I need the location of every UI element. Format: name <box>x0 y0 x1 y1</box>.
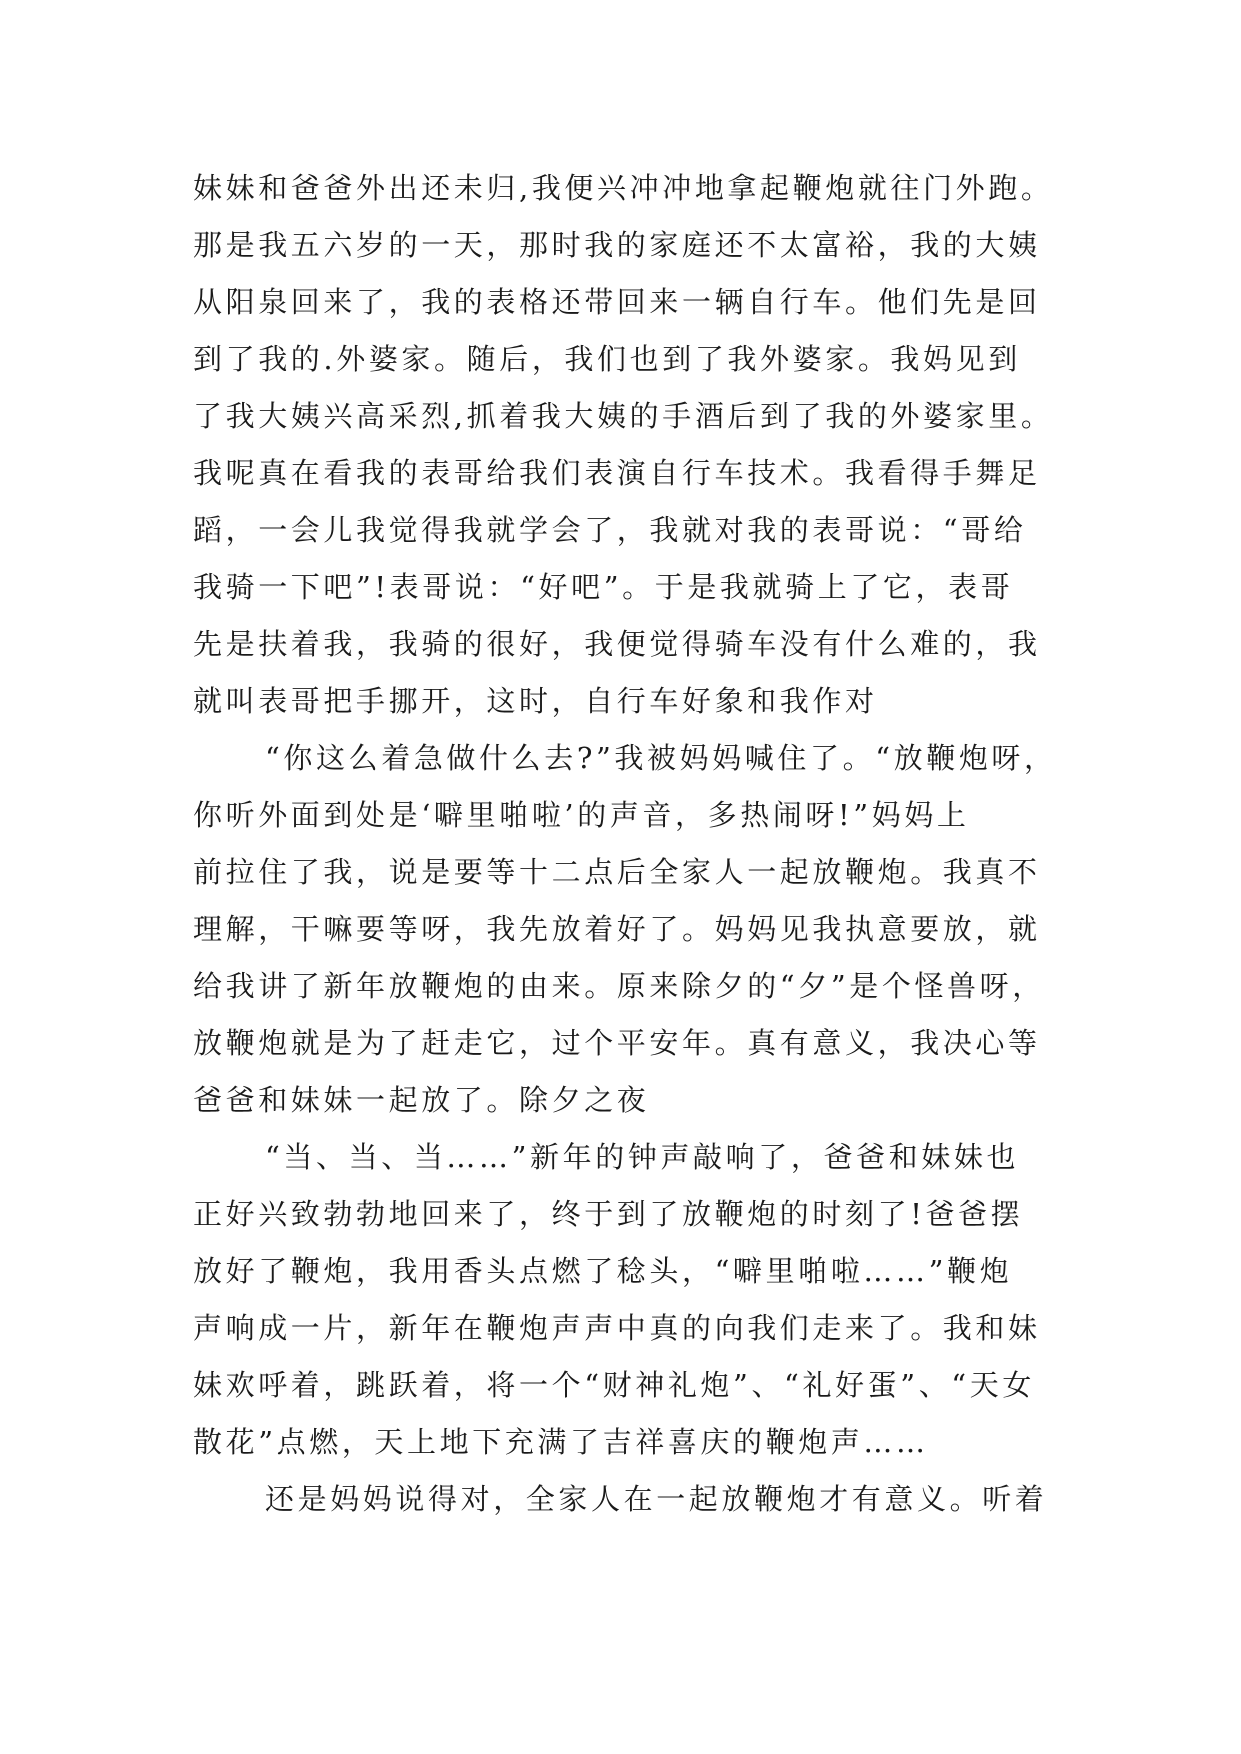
text-line: 给我讲了新年放鞭炮的由来。原来除夕的“夕”是个怪兽呀， <box>193 969 1045 1003</box>
text-line: 正好兴致勃勃地回来了，终于到了放鞭炮的时刻了!爸爸摆 <box>193 1197 1024 1231</box>
text-line: 散花”点燃，天上地下充满了吉祥喜庆的鞭炮声…… <box>193 1425 929 1459</box>
text-line: 声响成一片，新年在鞭炮声声中真的向我们走来了。我和妹 <box>193 1311 1041 1345</box>
text-line: 从阳泉回来了，我的表格还带回来一辆自行车。他们先是回 <box>193 285 1041 319</box>
text-line: 你听外面到处是‘噼里啪啦’的声音，多热闹呀!”妈妈上 <box>193 798 970 832</box>
text-line: 理解，干嘛要等呀，我先放着好了。妈妈见我执意要放，就 <box>193 912 1041 946</box>
paragraph-first-line: “你这么着急做什么去?”我被妈妈喊住了。“放鞭炮呀， <box>265 741 1057 775</box>
text-line: 蹈，一会儿我觉得我就学会了，我就对我的表哥说：“哥给 <box>193 513 1027 547</box>
text-line: 放鞭炮就是为了赶走它，过个平安年。真有意义，我决心等 <box>193 1026 1041 1060</box>
text-line: 到了我的.外婆家。随后，我们也到了我外婆家。我妈见到 <box>193 342 1021 376</box>
paragraph-first-line: “当、当、当……”新年的钟声敲响了，爸爸和妹妹也 <box>265 1140 1020 1174</box>
text-line: 就叫表哥把手挪开，这时，自行车好象和我作对 <box>193 684 878 718</box>
text-line: 爸爸和妹妹一起放了。除夕之夜 <box>193 1083 650 1117</box>
text-line: 妹欢呼着，跳跃着，将一个“财神礼炮”、“礼好蛋”、“天女 <box>193 1368 1035 1402</box>
text-line: 妹妹和爸爸外出还未归,我便兴冲冲地拿起鞭炮就往门外跑。 <box>193 171 1054 205</box>
text-line: 我骑一下吧”!表哥说：“好吧”。于是我就骑上了它，表哥 <box>193 570 1014 604</box>
text-line: 那是我五六岁的一天，那时我的家庭还不太富裕，我的大姨 <box>193 228 1041 262</box>
text-line: 放好了鞭炮，我用香头点燃了稔头，“噼里啪啦……”鞭炮 <box>193 1254 1013 1288</box>
text-line: 我呢真在看我的表哥给我们表演自行车技术。我看得手舞足 <box>193 456 1041 490</box>
paragraph-first-line: 还是妈妈说得对，全家人在一起放鞭炮才有意义。听着 <box>265 1482 1048 1516</box>
text-line: 了我大姨兴高采烈,抓着我大姨的手酒后到了我的外婆家里。 <box>193 399 1054 433</box>
text-line: 先是扶着我，我骑的很好，我便觉得骑车没有什么难的，我 <box>193 627 1041 661</box>
text-line: 前拉住了我，说是要等十二点后全家人一起放鞭炮。我真不 <box>193 855 1041 889</box>
